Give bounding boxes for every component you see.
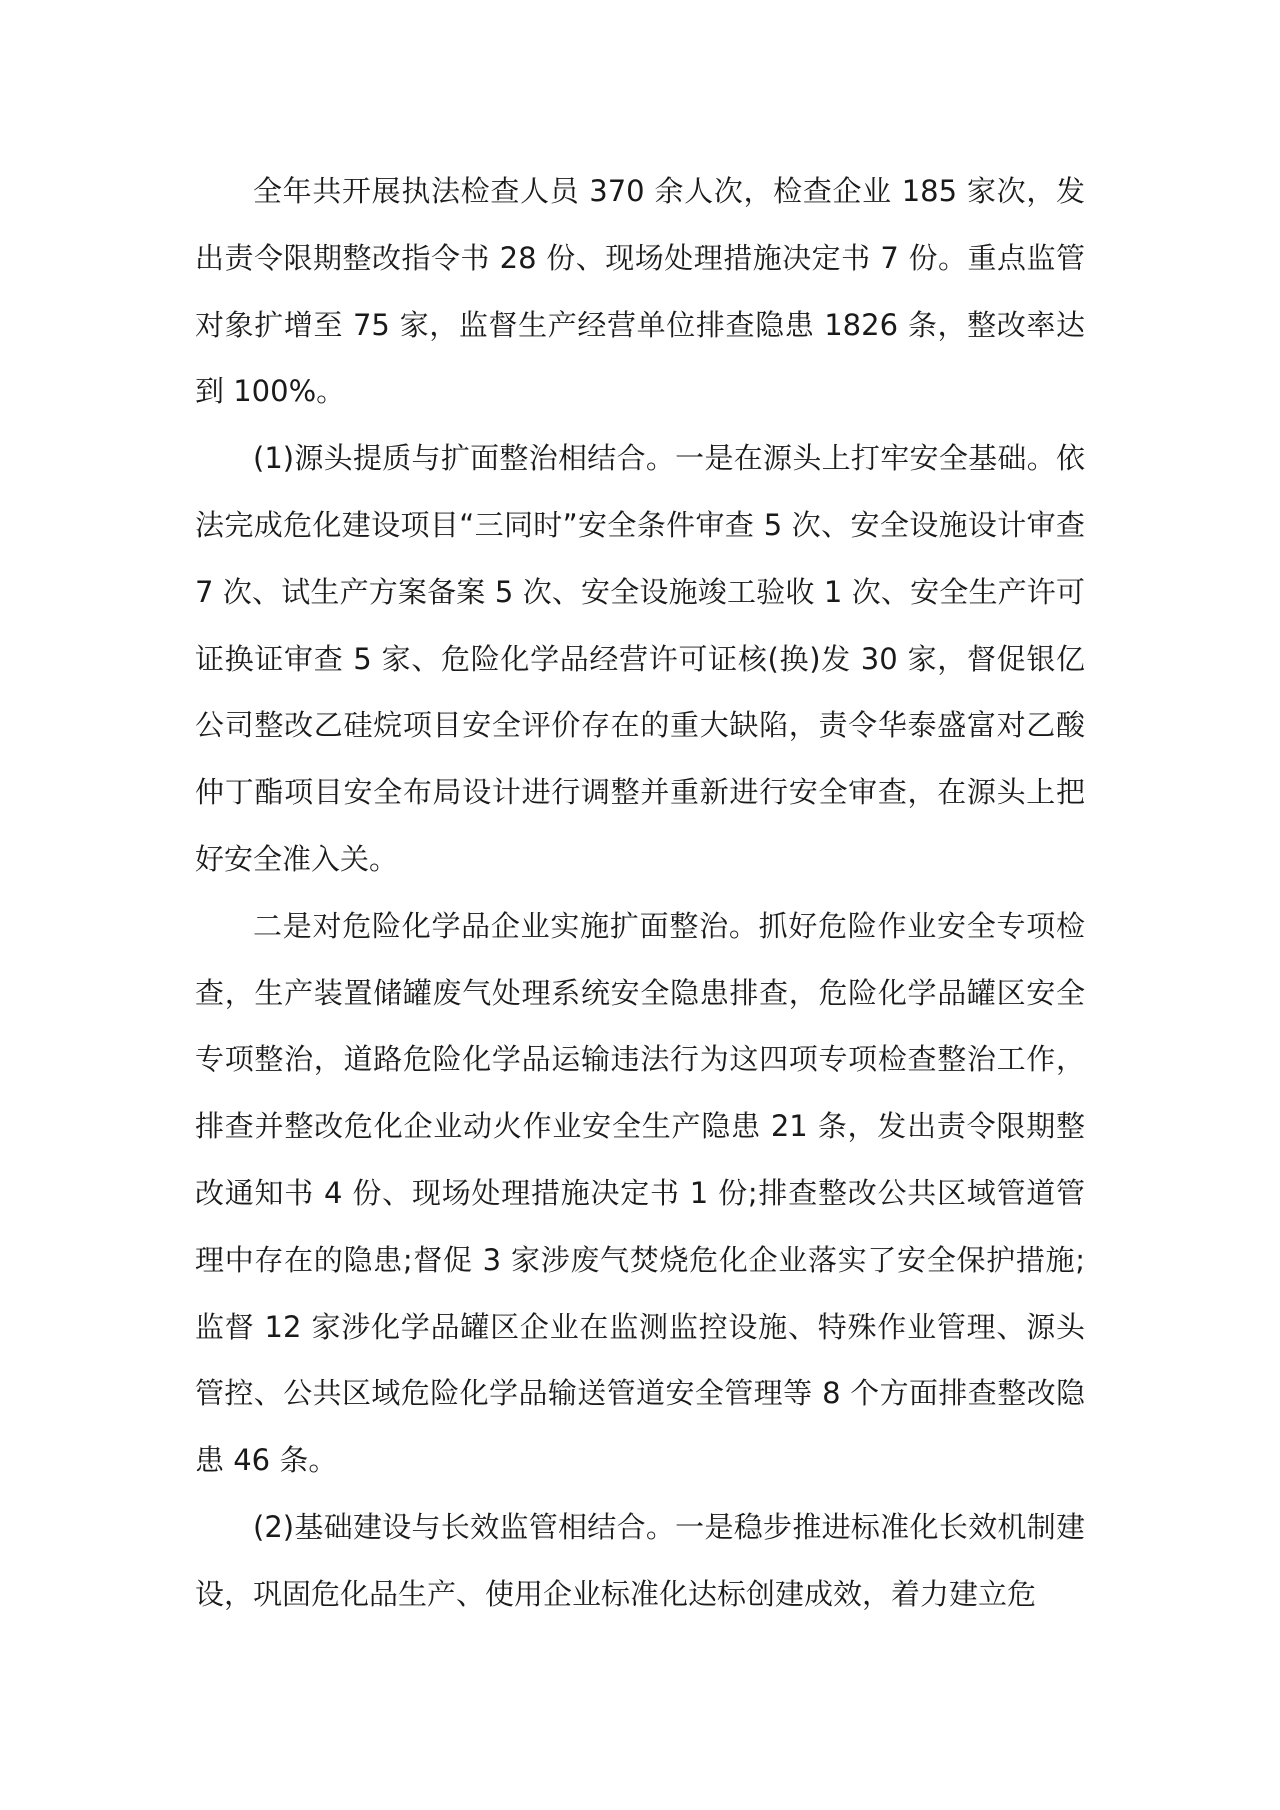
paragraph-source-quality: (1)源头提质与扩面整治相结合。一是在源头上打牢安全基础。依法完成危化建设项目“三同时”安全条件审查 5 次、安全设施设计审查 7 次、试生产方案备案 5 次、安全设施竣工验收 1 次、安全生产许可证换证审查 5 家、危险化学品经营许可证核(换)发 30 家，督促银亿公司整改乙硅烷项目安全评价存在的重大缺陷，责令华泰盛富对乙酸仲丁酯项目安全布局设计进行调整并重新进行安全审查，在源头上把好安全准入关。 (195, 441, 1085, 876)
document-page (195, 158, 1085, 1628)
paragraph-infrastructure-supervision: (2)基础建设与长效监管相结合。一是稳步推进标准化长效机制建设，巩固危化品生产、使用企业标准化达标创建成效，着力建立危 (195, 1509, 1085, 1611)
paragraph-expanded-rectification: 二是对危险化学品企业实施扩面整治。抓好危险作业安全专项检查，生产装置储罐废气处理系统安全隐患排查，危险化学品罐区安全专项整治，道路危险化学品运输违法行为这四项专项检查整治工作，排查并整改危化企业动火作业安全生产隐患 21 条，发出责令限期整改通知书 4 份、现场处理措施决定书 1 份;排查整改公共区域管道管理中存在的隐患;督促 3 家涉废气焚烧危化企业落实了安全保护措施;监督 12 家涉化学品罐区企业在监测监控设施、特殊作业管理、源头管控、公共区域危险化学品输送管道安全管理等 8 个方面排查整改隐患 46 条。 (195, 908, 1085, 1478)
paragraph-inspection-summary: 全年共开展执法检查人员 370 余人次，检查企业 185 家次，发出责令限期整改指令书 28 份、现场处理措施决定书 7 份。重点监管对象扩增至 75 家，监督生产经营单位排查隐患 1826 条，整改率达到 100%。 (195, 174, 1085, 409)
